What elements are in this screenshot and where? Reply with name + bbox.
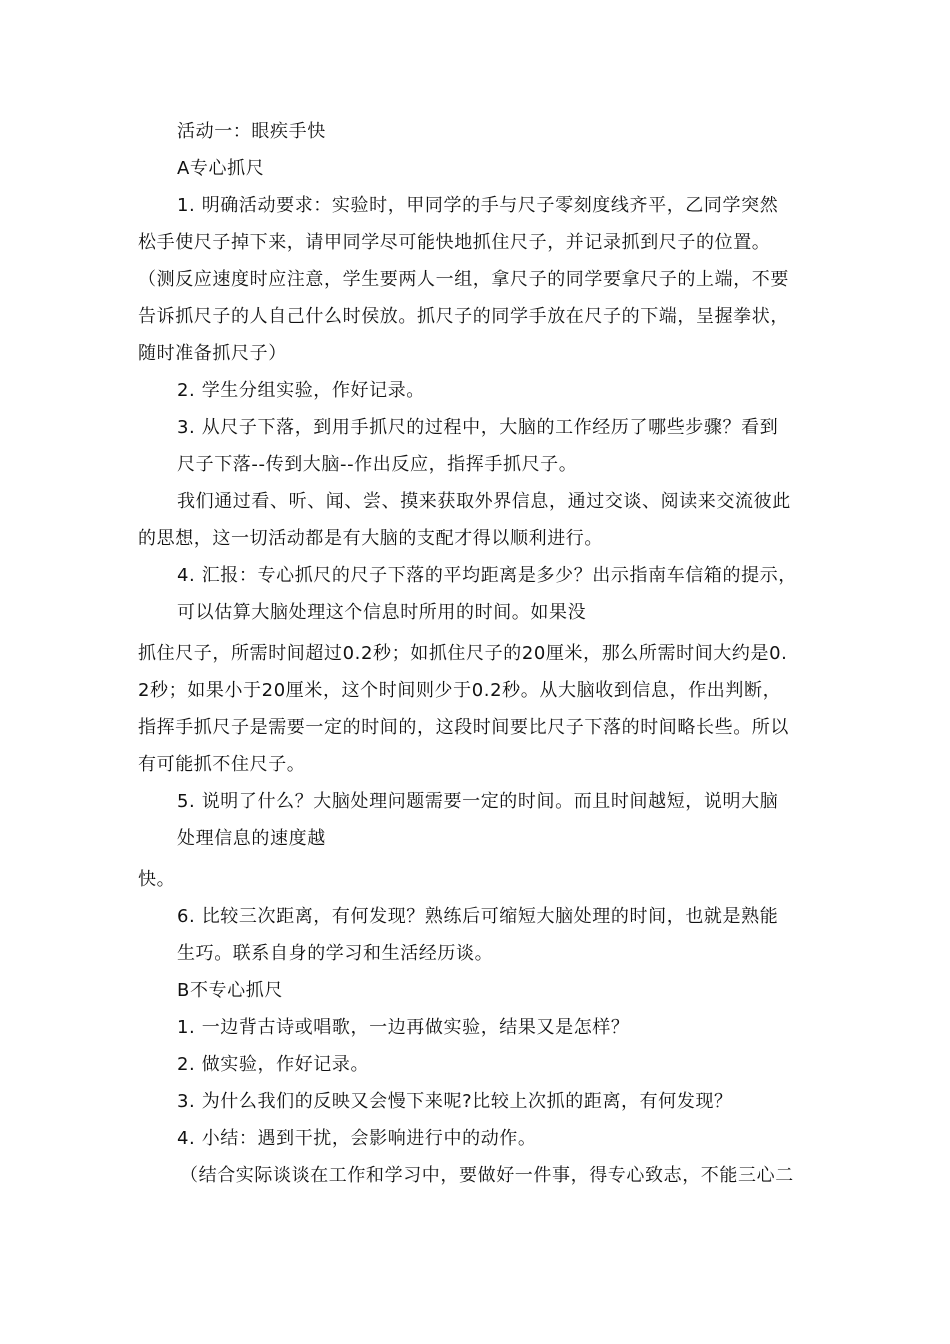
paragraph-line: 指挥手抓尺子是需要一定的时间的，这段时间要比尺子下落的时间略长些。所以 <box>138 717 789 738</box>
heading-activity-one: 活动一：眼疾手快 <box>177 121 326 142</box>
paragraph-line: 5. 说明了什么？大脑处理问题需要一定的时间。而且时间越短，说明大脑 <box>177 791 779 812</box>
subheading-b: B不专心抓尺 <box>177 980 283 1001</box>
subheading-a: A专心抓尺 <box>177 158 265 179</box>
paragraph-line: 尺子下落--传到大脑--作出反应，指挥手抓尺子。 <box>177 454 578 475</box>
paragraph-line: 1. 一边背古诗或唱歌，一边再做实验，结果又是怎样？ <box>177 1017 630 1038</box>
paragraph-line: 我们通过看、听、闻、尝、摸来获取外界信息，通过交谈、阅读来交流彼此 <box>177 491 791 512</box>
paragraph-line: 有可能抓不住尺子。 <box>138 754 306 775</box>
paragraph-line: 6. 比较三次距离，有何发现？熟练后可缩短大脑处理的时间，也就是熟能 <box>177 906 779 927</box>
paragraph-line: （测反应速度时应注意，学生要两人一组，拿尺子的同学要拿尺子的上端，不要 <box>138 269 789 290</box>
paragraph-line: 3. 为什么我们的反映又会慢下来呢?比较上次抓的距离，有何发现？ <box>177 1091 733 1112</box>
paragraph-line: 告诉抓尺子的人自己什么时侯放。抓尺子的同学手放在尺子的下端，呈握拳状， <box>138 306 789 327</box>
paragraph-line: （结合实际谈谈在工作和学习中，要做好一件事，得专心致志，不能三心二 <box>180 1165 794 1186</box>
paragraph-line: 3. 从尺子下落，到用手抓尺的过程中，大脑的工作经历了哪些步骤？看到 <box>177 417 779 438</box>
paragraph-line: 松手使尺子掉下来，请甲同学尽可能快地抓住尺子，并记录抓到尺子的位置。 <box>138 232 771 253</box>
paragraph-line: 随时准备抓尺子） <box>138 343 287 364</box>
paragraph-line: 处理信息的速度越 <box>177 828 326 849</box>
paragraph-line: 2. 做实验，作好记录。 <box>177 1054 370 1075</box>
paragraph-line: 可以估算大脑处理这个信息时所用的时间。如果没 <box>177 602 587 623</box>
paragraph-line: 抓住尺子，所需时间超过0.2秒；如抓住尺子的20厘米，那么所需时间大约是0. <box>138 643 788 664</box>
paragraph-line: 2秒；如果小于20厘米，这个时间则少于0.2秒。从大脑收到信息，作出判断， <box>138 680 782 701</box>
paragraph-line: 1. 明确活动要求：实验时，甲同学的手与尺子零刻度线齐平，乙同学突然 <box>177 195 779 216</box>
paragraph-line: 4. 汇报：专心抓尺的尺子下落的平均距离是多少？出示指南车信箱的提示， <box>177 565 797 586</box>
paragraph-line: 的思想，这一切活动都是有大脑的支配才得以顺利进行。 <box>138 528 603 549</box>
paragraph-line: 4. 小结：遇到干扰，会影响进行中的动作。 <box>177 1128 537 1149</box>
paragraph-line: 生巧。联系自身的学习和生活经历谈。 <box>177 943 494 964</box>
paragraph-line: 快。 <box>138 869 176 890</box>
paragraph-line: 2. 学生分组实验，作好记录。 <box>177 380 425 401</box>
